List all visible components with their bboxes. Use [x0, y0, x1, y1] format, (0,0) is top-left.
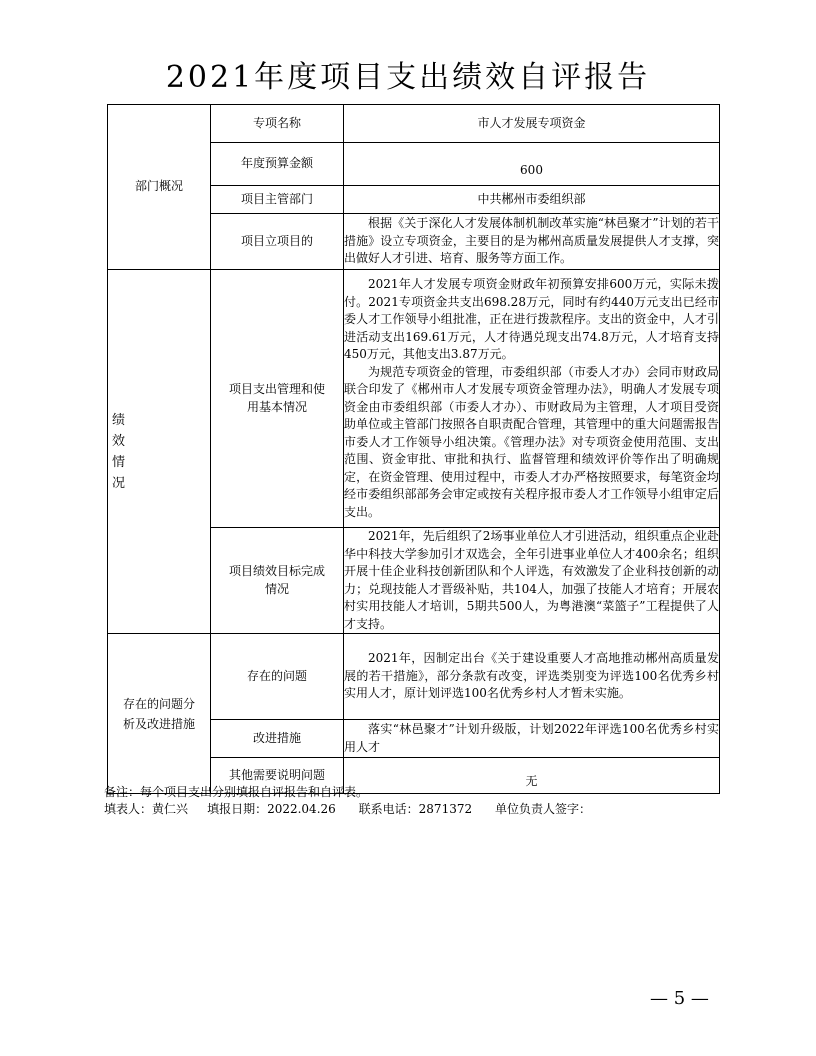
row-label-management: 项目支出管理和使用基本情况	[211, 270, 344, 528]
section-label-overview: 部门概况	[108, 105, 211, 270]
section-label-issues: 存在的问题分析及改进措施	[108, 634, 211, 794]
management-paragraph-1: 2021年人才发展专项资金财政年初预算安排600万元，实际未拨付。2021专项资金共支出698.28万元，同时有约440万元支出已经市委人才工作领导小组批准，正在进行拨款程序。支出的资金中，人才引进活动支出169.61万元，人才待遇兑现支出74.8万元，人才培育支持450万元，其他支出3.87万元。	[344, 277, 719, 361]
row-value-other: 无	[344, 758, 720, 794]
management-paragraph-2: 为规范专项资金的管理，市委组织部（市委人才办）会同市财政局联合印发了《郴州市人才发展专项资金管理办法》，明确人才发展专项资金由市委组织部（市委人才办）、市财政局为主管理，人才项目受资助单位或主管部门按照各自职责配合管理，其管理中的重大问题需报告市委人才工作领导小组决策。《管理办法》对专项资金使用范围、支出范围、资金审批、审批和执行、监督管理和绩效评价等作出了明确规定，在资金管理、使用过程中，市委人才办严格按照要求，每笔资金均经市委组织部部务会审定或按有关程序报市委人才工作领导小组审定后支出。	[344, 364, 719, 519]
row-label-measures: 改进措施	[211, 720, 344, 758]
table-row	[108, 270, 720, 528]
problems-text: 2021年，因制定出台《关于建设重要人才高地推动郴州高质量发展的若干措施》，部分条款有改变，评选类别变为评选100名优秀乡村实用人才，原计划评选100名优秀乡村人才暂未实施。	[344, 651, 719, 701]
goal-paragraph: 2021年，先后组织了2场事业单位人才引进活动，组织重点企业赴华中科技大学参加引才双选会，全年引进事业单位人才400余名；组织开展十佳企业科技创新团队和个人评选，有效激发了企业科技创新的动力；兑现技能人才晋级补贴，共104人，加强了技能人才培育；开展农村实用技能人才培训，5期共500人，为粤港澳“菜篮子”工程提供了人才支持。	[344, 529, 719, 631]
row-value-department: 中共郴州市委组织部	[344, 186, 720, 214]
row-label-purpose: 项目立项目的	[211, 214, 344, 270]
page-title: 2021年度项目支出绩效自评报告	[165, 60, 651, 95]
row-value-project-name: 市人才发展专项资金	[344, 105, 720, 143]
row-value-measures	[344, 720, 720, 758]
label-char: 情	[112, 454, 126, 470]
label-char: 效	[112, 433, 126, 449]
section-label-performance	[108, 270, 211, 634]
row-label-goal: 项目绩效目标完成情况	[211, 528, 344, 634]
report-table	[107, 104, 720, 794]
row-value-purpose	[344, 214, 720, 270]
row-label-budget: 年度预算金额	[211, 143, 344, 186]
footer-filler-info: 填表人：黄仁兴 填报日期：2022.04.26 联系电话：2871372 单位负责人签字：	[104, 802, 591, 816]
row-value-goal	[344, 528, 720, 634]
footer-notes	[104, 784, 591, 818]
table-row	[108, 105, 720, 143]
purpose-text: 根据《关于深化人才发展体制机制改革实施“林邑聚才”计划的若干措施》设立专项资金，主要目的是为郴州高质量发展提供人才支撑，突出做好人才引进、培育、服务等方面工作。	[344, 216, 719, 266]
vertical-label	[112, 410, 126, 494]
row-label-department: 项目主管部门	[211, 186, 344, 214]
label-char: 况	[112, 475, 126, 491]
table-row	[108, 634, 720, 720]
row-label-problems: 存在的问题	[211, 634, 344, 720]
row-value-problems	[344, 634, 720, 720]
measures-text: 落实“林邑聚才”计划升级版，计划2022年评选100名优秀乡村实用人才	[344, 722, 719, 754]
row-value-budget: 600	[344, 143, 720, 186]
label-char: 绩	[112, 412, 126, 428]
row-label-project-name: 专项名称	[211, 105, 344, 143]
footer-note: 备注：每个项目支出分别填报自评报告和自评表。	[104, 785, 369, 799]
page-number: — 5 —	[650, 988, 709, 1009]
row-label-other: 其他需要说明问题	[211, 758, 344, 794]
row-value-management	[344, 270, 720, 528]
